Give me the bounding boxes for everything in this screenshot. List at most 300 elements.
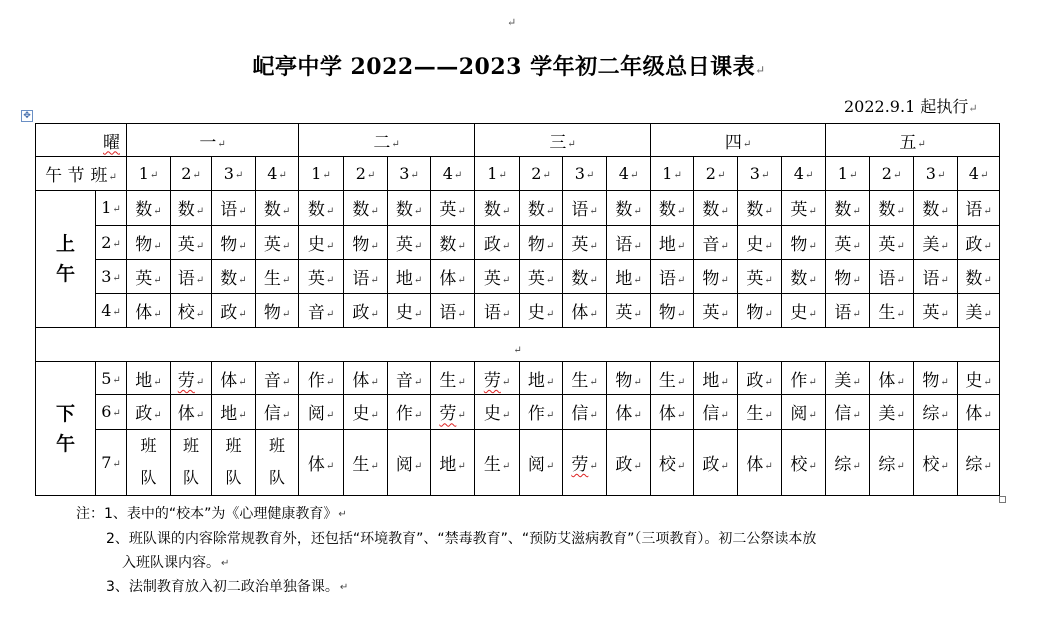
cell-mark-icon: ↵ (852, 410, 861, 422)
note-3-text: 3、法制教育放入初二政治单独备课。 (106, 579, 339, 595)
lunch-break-cell (36, 328, 1000, 362)
lesson-stack (127, 430, 170, 494)
cell-mark-icon: ↵ (633, 410, 642, 422)
cell-mark-icon: ↵ (720, 410, 729, 422)
lesson-cell[interactable] (826, 225, 870, 259)
lesson-cell[interactable] (914, 259, 958, 293)
cell-mark-icon: ↵ (501, 410, 511, 422)
lesson-cell[interactable] (256, 191, 299, 225)
lesson-cell[interactable] (299, 395, 344, 429)
lesson-cell[interactable] (958, 191, 1000, 225)
lesson-cell[interactable] (299, 259, 344, 293)
lesson-cell[interactable] (826, 362, 870, 395)
cell-mark-icon: ↵ (633, 206, 642, 218)
lesson-text: 音 (395, 370, 413, 391)
lesson-cell[interactable] (958, 429, 1000, 495)
lesson-cell[interactable] (475, 293, 520, 327)
lesson-cell[interactable] (344, 395, 388, 429)
lesson-cell[interactable] (651, 225, 694, 259)
lesson-cell[interactable] (826, 293, 870, 327)
lesson-text: 史 (790, 302, 808, 323)
lesson-text: 数 (658, 200, 676, 221)
class-number: 3 (399, 164, 410, 184)
lesson-text: 作 (307, 370, 325, 391)
afternoon-label-top: 下 (55, 402, 75, 425)
cell-mark-icon: ↵ (852, 274, 861, 286)
lesson-text: 地 (220, 404, 238, 425)
class-header-d1-c4 (256, 157, 299, 191)
cell-mark-icon: ↵ (501, 274, 511, 286)
cell-mark-icon: ↵ (848, 170, 858, 182)
note-3 (106, 574, 348, 601)
lesson-cell[interactable] (256, 225, 299, 259)
lesson-cell[interactable] (738, 362, 782, 395)
lesson-cell[interactable] (782, 259, 826, 293)
lesson-cell[interactable] (694, 362, 738, 395)
lesson-cell[interactable] (431, 429, 475, 495)
lesson-cell[interactable] (475, 395, 520, 429)
lesson-cell[interactable] (388, 191, 431, 225)
lesson-cell[interactable] (782, 362, 826, 395)
lesson-text: 史 (527, 302, 545, 323)
cell-mark-icon: ↵ (764, 460, 773, 472)
lesson-cell[interactable] (299, 362, 344, 395)
lesson-text: 音 (307, 302, 325, 323)
lesson-cell[interactable] (212, 429, 256, 495)
cell-mark-icon: ↵ (325, 308, 335, 320)
lesson-cell[interactable] (782, 395, 826, 429)
lesson-cell[interactable] (563, 293, 607, 327)
lesson-cell[interactable] (212, 395, 256, 429)
lesson-cell[interactable] (299, 225, 344, 259)
lesson-text: 音 (702, 234, 720, 255)
cell-mark-icon: ↵ (852, 376, 861, 388)
lesson-cell[interactable] (171, 293, 212, 327)
lesson-text: 综 (922, 404, 940, 425)
cell-mark-icon: ↵ (413, 410, 423, 422)
class-header-d4-c3 (738, 157, 782, 191)
lesson-cell[interactable] (738, 293, 782, 327)
lesson-cell[interactable] (563, 395, 607, 429)
lesson-cell[interactable] (127, 395, 171, 429)
lesson-text: 政 (702, 454, 720, 475)
lesson-text: 数 (834, 200, 852, 221)
cell-mark-icon: ↵ (542, 170, 551, 182)
lesson-cell[interactable] (826, 395, 870, 429)
cell-mark-icon: ↵ (498, 170, 507, 182)
lesson-text: 语 (878, 268, 896, 289)
cell-mark-icon: ↵ (633, 240, 642, 252)
lesson-cell[interactable] (958, 259, 1000, 293)
lesson-cell[interactable] (694, 429, 738, 495)
table-resize-handle[interactable] (999, 496, 1006, 503)
lesson-text: 生 (746, 404, 764, 425)
lesson-cell[interactable] (607, 191, 651, 225)
class-number: 2 (705, 164, 716, 184)
lesson-cell[interactable] (212, 293, 256, 327)
lesson-cell[interactable] (431, 362, 475, 395)
lesson-cell[interactable] (738, 395, 782, 429)
note-1 (76, 501, 347, 528)
lesson-text: 劳 (177, 370, 195, 391)
lesson-cell[interactable] (914, 191, 958, 225)
cell-mark-icon: ↵ (153, 410, 162, 422)
header-corner-top-text: 曜 (103, 132, 120, 153)
cell-mark-icon: ↵ (589, 376, 598, 388)
lesson-text: 语 (965, 200, 983, 221)
lesson-cell[interactable] (870, 293, 914, 327)
lesson-text: 数 (307, 200, 325, 221)
cell-mark-icon: ↵ (281, 308, 291, 320)
day-header-4 (651, 124, 826, 157)
lesson-text: 体 (965, 404, 983, 425)
lesson-cell[interactable] (388, 293, 431, 327)
lesson-text: 作 (527, 404, 545, 425)
period-number: 6 (101, 402, 112, 422)
paragraph-mark-top: ↵ (507, 16, 517, 29)
lesson-cell[interactable] (388, 429, 431, 495)
lesson-cell[interactable] (563, 225, 607, 259)
lesson-cell[interactable] (344, 362, 388, 395)
lesson-text: 体 (177, 404, 195, 425)
lesson-cell[interactable] (870, 225, 914, 259)
lesson-text: 体 (220, 370, 238, 391)
cell-mark-icon: ↵ (545, 274, 555, 286)
note-2-cont-text: 入班队课内容。 (122, 555, 220, 571)
lesson-cell[interactable] (520, 225, 563, 259)
cell-mark-icon: ↵ (238, 274, 247, 286)
cell-mark-icon: ↵ (153, 274, 162, 286)
cell-mark-icon: ↵ (936, 170, 946, 182)
lesson-cell[interactable] (344, 429, 388, 495)
afternoon-row-6 (36, 395, 1000, 429)
lesson-cell[interactable] (212, 259, 256, 293)
lesson-cell[interactable] (388, 395, 431, 429)
effective-date (844, 94, 978, 117)
lesson-text: 美 (878, 404, 896, 425)
cell-mark-icon: ↵ (457, 308, 466, 320)
cell-mark-icon: ↵ (195, 376, 205, 388)
lesson-cell[interactable] (256, 362, 299, 395)
lesson-text: 体 (307, 454, 325, 475)
lesson-text: 体 (878, 370, 896, 391)
lesson-text: 英 (615, 302, 633, 323)
lesson-cell[interactable] (694, 225, 738, 259)
lesson-cell[interactable] (520, 362, 563, 395)
lesson-text: 数 (571, 268, 589, 289)
cell-mark-icon: ↵ (896, 376, 905, 388)
cell-mark-icon: ↵ (676, 460, 686, 472)
lesson-cell[interactable] (651, 395, 694, 429)
lesson-text: 英 (571, 234, 589, 255)
lesson-cell[interactable] (651, 191, 694, 225)
lesson-stack (256, 430, 298, 494)
lesson-text: 综 (878, 454, 896, 475)
lesson-cell[interactable] (256, 293, 299, 327)
lesson-cell[interactable] (520, 259, 563, 293)
cell-mark-icon: ↵ (112, 204, 121, 216)
class-header-d3-c2 (520, 157, 563, 191)
cell-mark-icon: ↵ (195, 206, 205, 218)
lesson-text: 生 (658, 370, 676, 391)
period-1 (96, 191, 127, 225)
lesson-cell[interactable] (651, 429, 694, 495)
lesson-cell[interactable] (694, 191, 738, 225)
lesson-cell[interactable] (607, 395, 651, 429)
lesson-text: 史 (965, 370, 983, 391)
lesson-cell[interactable] (914, 395, 958, 429)
lesson-cell[interactable] (607, 293, 651, 327)
lesson-cell[interactable] (344, 225, 388, 259)
lesson-cell[interactable] (607, 429, 651, 495)
lesson-text: 数 (746, 200, 764, 221)
lesson-cell[interactable] (475, 362, 520, 395)
lesson-cell[interactable] (563, 429, 607, 495)
lesson-cell[interactable] (475, 429, 520, 495)
lesson-cell[interactable] (870, 191, 914, 225)
cell-mark-icon: ↵ (940, 376, 949, 388)
lesson-cell[interactable] (212, 225, 256, 259)
lesson-cell[interactable] (127, 429, 171, 495)
lesson-text: 地 (658, 234, 676, 255)
lesson-text: 语 (352, 268, 370, 289)
lesson-cell[interactable] (344, 259, 388, 293)
cell-mark-icon: ↵ (852, 206, 861, 218)
lesson-text: 物 (352, 234, 370, 255)
lesson-cell[interactable] (475, 191, 520, 225)
lesson-cell[interactable] (431, 293, 475, 327)
lesson-cell[interactable] (256, 395, 299, 429)
lesson-cell[interactable] (958, 395, 1000, 429)
cell-mark-icon: ↵ (370, 240, 379, 252)
lesson-cell[interactable] (171, 429, 212, 495)
morning-row-2 (36, 225, 1000, 259)
lesson-text: 数 (965, 268, 983, 289)
lesson-text: 体 (746, 454, 764, 475)
note-1-text: 注：1、表中的“校本”为《心理健康教育》 (76, 506, 338, 522)
cell-mark-icon: ↵ (545, 240, 555, 252)
lesson-cell[interactable] (870, 395, 914, 429)
lesson-cell[interactable] (212, 362, 256, 395)
lesson-cell[interactable] (388, 225, 431, 259)
cell-mark-icon: ↵ (370, 274, 379, 286)
lesson-cell[interactable] (870, 362, 914, 395)
lesson-text: 数 (177, 200, 195, 221)
lesson-cell[interactable] (475, 225, 520, 259)
cell-mark-icon: ↵ (370, 410, 379, 422)
lesson-cell[interactable] (171, 191, 212, 225)
cell-mark-icon: ↵ (742, 138, 752, 150)
cell-mark-icon: ↵ (676, 240, 686, 252)
lesson-cell[interactable] (563, 362, 607, 395)
lesson-cell[interactable] (520, 429, 563, 495)
lesson-cell[interactable] (914, 429, 958, 495)
lesson-cell[interactable] (826, 429, 870, 495)
lesson-text-bottom: 队 (225, 468, 242, 488)
lesson-cell[interactable] (171, 259, 212, 293)
lesson-cell[interactable] (826, 191, 870, 225)
lesson-text: 信 (263, 404, 281, 425)
lesson-cell[interactable] (782, 191, 826, 225)
day-label: 二 (373, 132, 391, 153)
lesson-cell[interactable] (520, 395, 563, 429)
cell-mark-icon: ↵ (370, 308, 379, 320)
lesson-cell[interactable] (651, 259, 694, 293)
class-number: 4 (793, 164, 804, 184)
cell-mark-icon: ↵ (983, 410, 992, 422)
lesson-cell[interactable] (826, 259, 870, 293)
cell-mark-icon: ↵ (217, 138, 226, 150)
period-number: 3 (101, 266, 112, 286)
cell-mark-icon: ↵ (720, 308, 729, 320)
day-label: 一 (199, 132, 217, 153)
morning-row-1 (36, 191, 1000, 225)
lesson-cell[interactable] (782, 225, 826, 259)
period-4 (96, 293, 127, 327)
lesson-cell[interactable] (171, 395, 212, 429)
cell-mark-icon: ↵ (545, 206, 555, 218)
lesson-text: 信 (571, 404, 589, 425)
lesson-cell[interactable] (171, 225, 212, 259)
lesson-text: 英 (439, 200, 457, 221)
lesson-cell[interactable] (607, 259, 651, 293)
lesson-text: 英 (702, 302, 720, 323)
lesson-cell[interactable] (651, 293, 694, 327)
cell-mark-icon: ↵ (764, 376, 773, 388)
cell-mark-icon: ↵ (940, 240, 949, 252)
lesson-cell[interactable] (607, 225, 651, 259)
class-header-d2-c3 (388, 157, 431, 191)
lesson-cell[interactable] (694, 395, 738, 429)
return-mark-icon: ↵ (339, 582, 349, 593)
class-header-d2-c2 (344, 157, 388, 191)
morning-label-bottom: 午 (55, 263, 75, 286)
lesson-text: 语 (220, 200, 238, 221)
cell-mark-icon: ↵ (501, 460, 511, 472)
lesson-cell[interactable] (563, 191, 607, 225)
cell-mark-icon: ↵ (413, 376, 423, 388)
lesson-cell[interactable] (782, 429, 826, 495)
lesson-cell[interactable] (127, 259, 171, 293)
lesson-cell[interactable] (738, 225, 782, 259)
lesson-cell[interactable] (694, 293, 738, 327)
lesson-cell[interactable] (607, 362, 651, 395)
lesson-cell[interactable] (431, 225, 475, 259)
lesson-cell[interactable] (127, 191, 171, 225)
lesson-cell[interactable] (651, 362, 694, 395)
cell-mark-icon: ↵ (896, 460, 905, 472)
lesson-cell[interactable] (870, 429, 914, 495)
lesson-cell[interactable] (256, 259, 299, 293)
lesson-cell[interactable] (299, 191, 344, 225)
lesson-cell[interactable] (520, 191, 563, 225)
lesson-cell[interactable] (520, 293, 563, 327)
cell-mark-icon: ↵ (896, 274, 905, 286)
cell-mark-icon: ↵ (281, 206, 291, 218)
cell-mark-icon: ↵ (940, 206, 949, 218)
lesson-cell[interactable] (344, 191, 388, 225)
cell-mark-icon: ↵ (195, 410, 205, 422)
lesson-text: 英 (790, 200, 808, 221)
lesson-cell[interactable] (127, 293, 171, 327)
cell-mark-icon: ↵ (676, 410, 686, 422)
lesson-text: 劳 (439, 404, 457, 425)
return-mark-icon: ↵ (968, 102, 978, 115)
lesson-text: 体 (352, 370, 370, 391)
lesson-cell[interactable] (694, 259, 738, 293)
period-6 (96, 395, 127, 429)
lesson-cell[interactable] (344, 293, 388, 327)
lesson-cell[interactable] (127, 225, 171, 259)
lesson-cell[interactable] (256, 429, 299, 495)
lesson-cell[interactable] (431, 395, 475, 429)
cell-mark-icon: ↵ (153, 308, 162, 320)
table-move-handle-icon[interactable]: ✥ (21, 110, 33, 122)
cell-mark-icon: ↵ (153, 376, 162, 388)
class-number: 1 (837, 164, 848, 184)
lesson-cell[interactable] (958, 362, 1000, 395)
cell-mark-icon: ↵ (589, 240, 598, 252)
lesson-cell[interactable] (914, 293, 958, 327)
lesson-text: 史 (352, 404, 370, 425)
lesson-text: 物 (527, 234, 545, 255)
lesson-text: 英 (834, 234, 852, 255)
class-number: 4 (267, 164, 278, 184)
lesson-text: 物 (922, 370, 940, 391)
lesson-cell[interactable] (563, 259, 607, 293)
cell-mark-icon: ↵ (112, 458, 121, 470)
lesson-cell[interactable] (212, 191, 256, 225)
afternoon-row-5 (36, 362, 1000, 395)
lesson-cell[interactable] (388, 259, 431, 293)
cell-mark-icon: ↵ (501, 206, 511, 218)
lesson-cell[interactable] (914, 362, 958, 395)
lesson-cell[interactable] (738, 259, 782, 293)
lesson-cell[interactable] (299, 293, 344, 327)
lesson-cell[interactable] (475, 259, 520, 293)
lesson-cell[interactable] (914, 225, 958, 259)
lesson-cell[interactable] (127, 362, 171, 395)
cell-mark-icon: ↵ (940, 274, 949, 286)
lesson-text: 物 (834, 268, 852, 289)
cell-mark-icon: ↵ (896, 308, 905, 320)
lesson-cell[interactable] (431, 191, 475, 225)
cell-mark-icon: ↵ (983, 460, 992, 472)
lesson-text-top: 班 (182, 436, 199, 456)
lesson-cell[interactable] (958, 225, 1000, 259)
lesson-cell[interactable] (958, 293, 1000, 327)
lesson-cell[interactable] (171, 362, 212, 395)
lesson-cell[interactable] (782, 293, 826, 327)
lesson-cell[interactable] (299, 429, 344, 495)
lesson-cell[interactable] (870, 259, 914, 293)
lesson-cell[interactable] (431, 259, 475, 293)
lesson-text: 体 (615, 404, 633, 425)
lunch-break-row (36, 328, 1000, 362)
class-header-d3-c1 (475, 157, 520, 191)
cell-mark-icon: ↵ (112, 408, 121, 420)
lesson-text: 阅 (395, 454, 413, 475)
lesson-cell[interactable] (388, 362, 431, 395)
lesson-text: 体 (658, 404, 676, 425)
lesson-text: 美 (922, 234, 940, 255)
cell-mark-icon: ↵ (983, 308, 992, 320)
cell-mark-icon: ↵ (585, 170, 595, 182)
cell-mark-icon: ↵ (896, 206, 905, 218)
lesson-cell[interactable] (738, 429, 782, 495)
lesson-cell[interactable] (738, 191, 782, 225)
cell-mark-icon: ↵ (192, 170, 201, 182)
